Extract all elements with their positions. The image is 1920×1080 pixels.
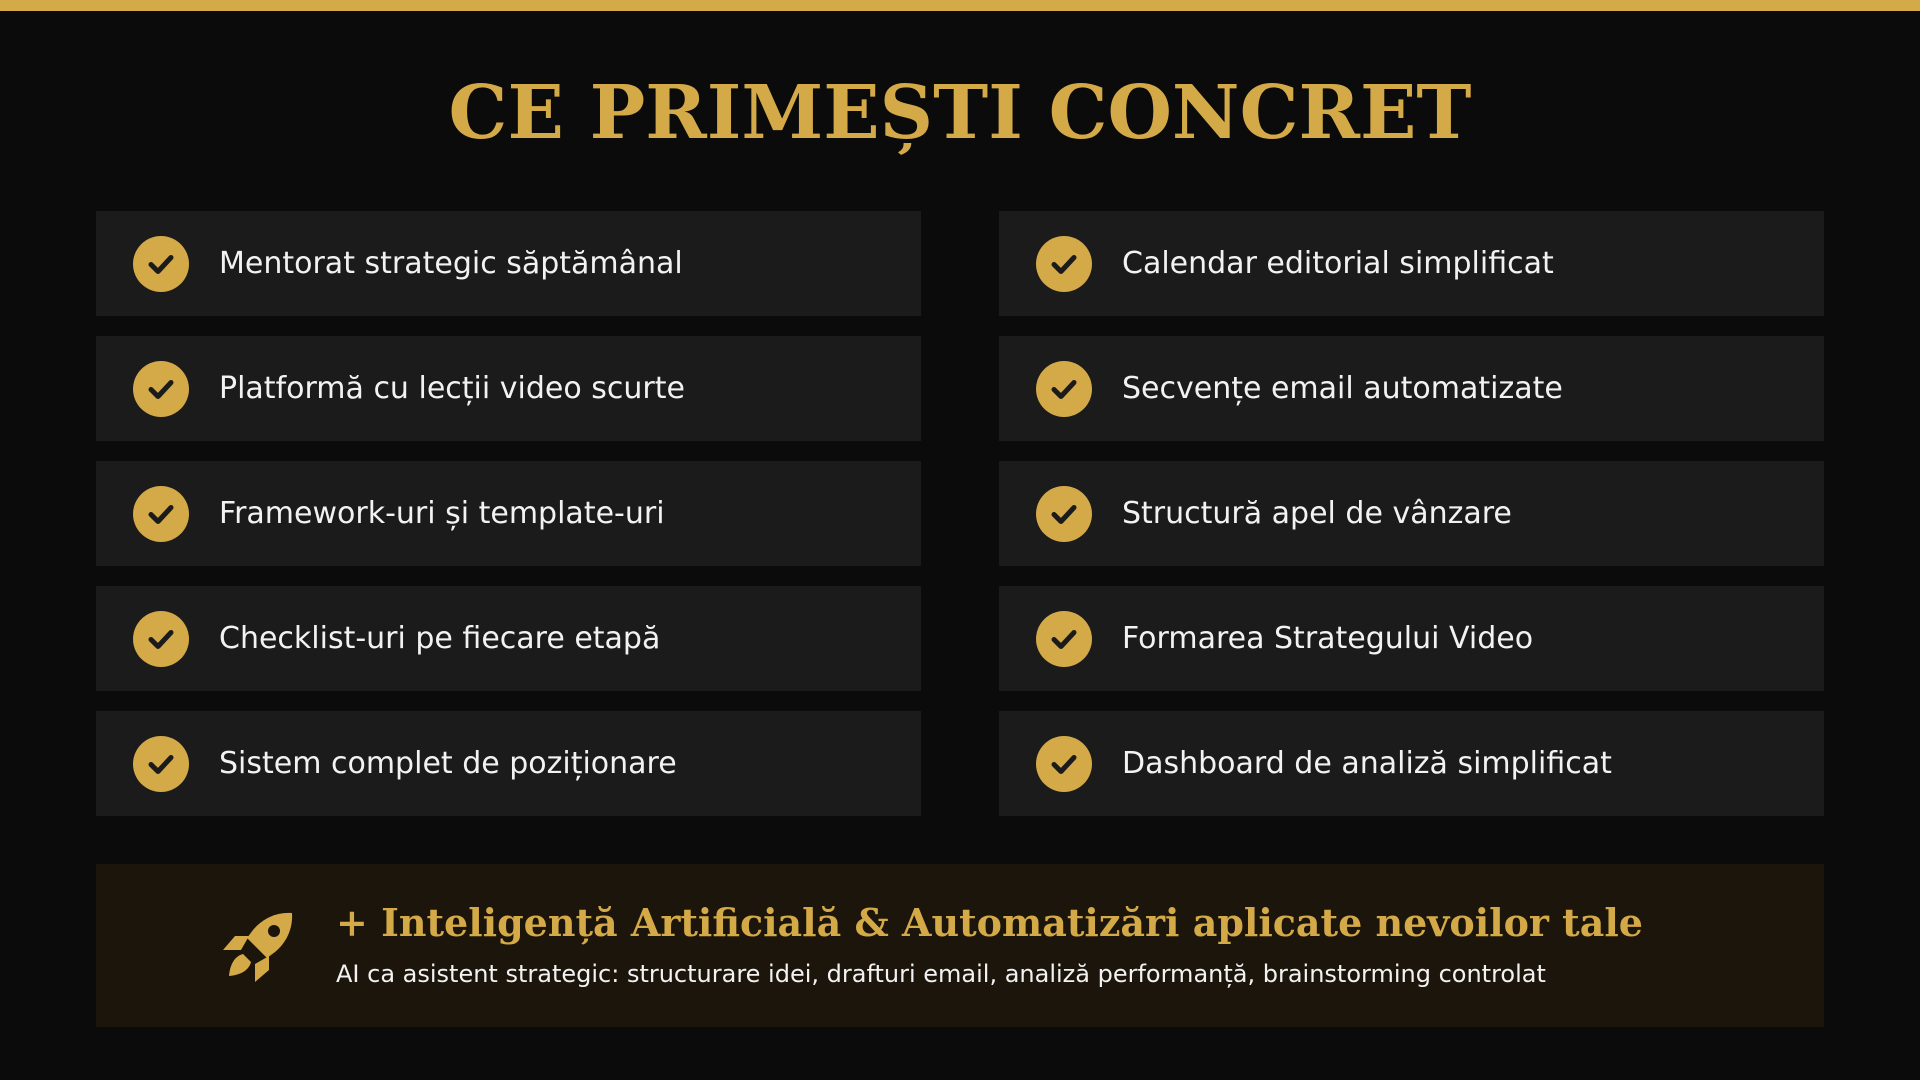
check-circle-icon (1036, 486, 1092, 542)
check-circle-icon (133, 486, 189, 542)
benefit-card (999, 586, 1824, 691)
check-circle-icon (1036, 736, 1092, 792)
benefit-label: Mentorat strategic săptămânal (219, 246, 683, 281)
benefit-label: Platformă cu lecții video scurte (219, 371, 685, 406)
benefits-grid (96, 211, 1824, 816)
check-circle-icon (133, 236, 189, 292)
benefit-card (96, 711, 921, 816)
check-circle-icon (133, 611, 189, 667)
benefit-card (999, 461, 1824, 566)
benefit-card (96, 461, 921, 566)
banner-title: + Inteligență Artificială & Automatizări aplicate nevoilor tale (336, 900, 1643, 945)
check-circle-icon (133, 361, 189, 417)
benefit-label: Structură apel de vânzare (1122, 496, 1512, 531)
check-circle-icon (1036, 611, 1092, 667)
benefit-label: Framework-uri și template-uri (219, 496, 665, 531)
benefit-label: Sistem complet de poziționare (219, 746, 677, 781)
benefit-card (96, 336, 921, 441)
benefit-card (999, 711, 1824, 816)
benefit-card (999, 211, 1824, 316)
page-title: CE PRIMEȘTI CONCRET (448, 70, 1472, 156)
top-accent-bar (0, 0, 1920, 11)
rocket-icon (219, 906, 299, 986)
benefit-card (96, 211, 921, 316)
benefit-card (999, 336, 1824, 441)
benefit-label: Secvențe email automatizate (1122, 371, 1563, 406)
banner-subtitle: AI ca asistent strategic: structurare idei, drafturi email, analiză performanță, brainstorming controlat (336, 960, 1546, 988)
benefit-label: Checklist-uri pe fiecare etapă (219, 621, 661, 656)
check-circle-icon (1036, 361, 1092, 417)
check-circle-icon (1036, 236, 1092, 292)
benefit-label: Dashboard de analiză simplificat (1122, 746, 1612, 781)
check-circle-icon (133, 736, 189, 792)
benefit-card (96, 586, 921, 691)
benefit-label: Calendar editorial simplificat (1122, 246, 1554, 281)
benefit-label: Formarea Strategului Video (1122, 621, 1534, 656)
